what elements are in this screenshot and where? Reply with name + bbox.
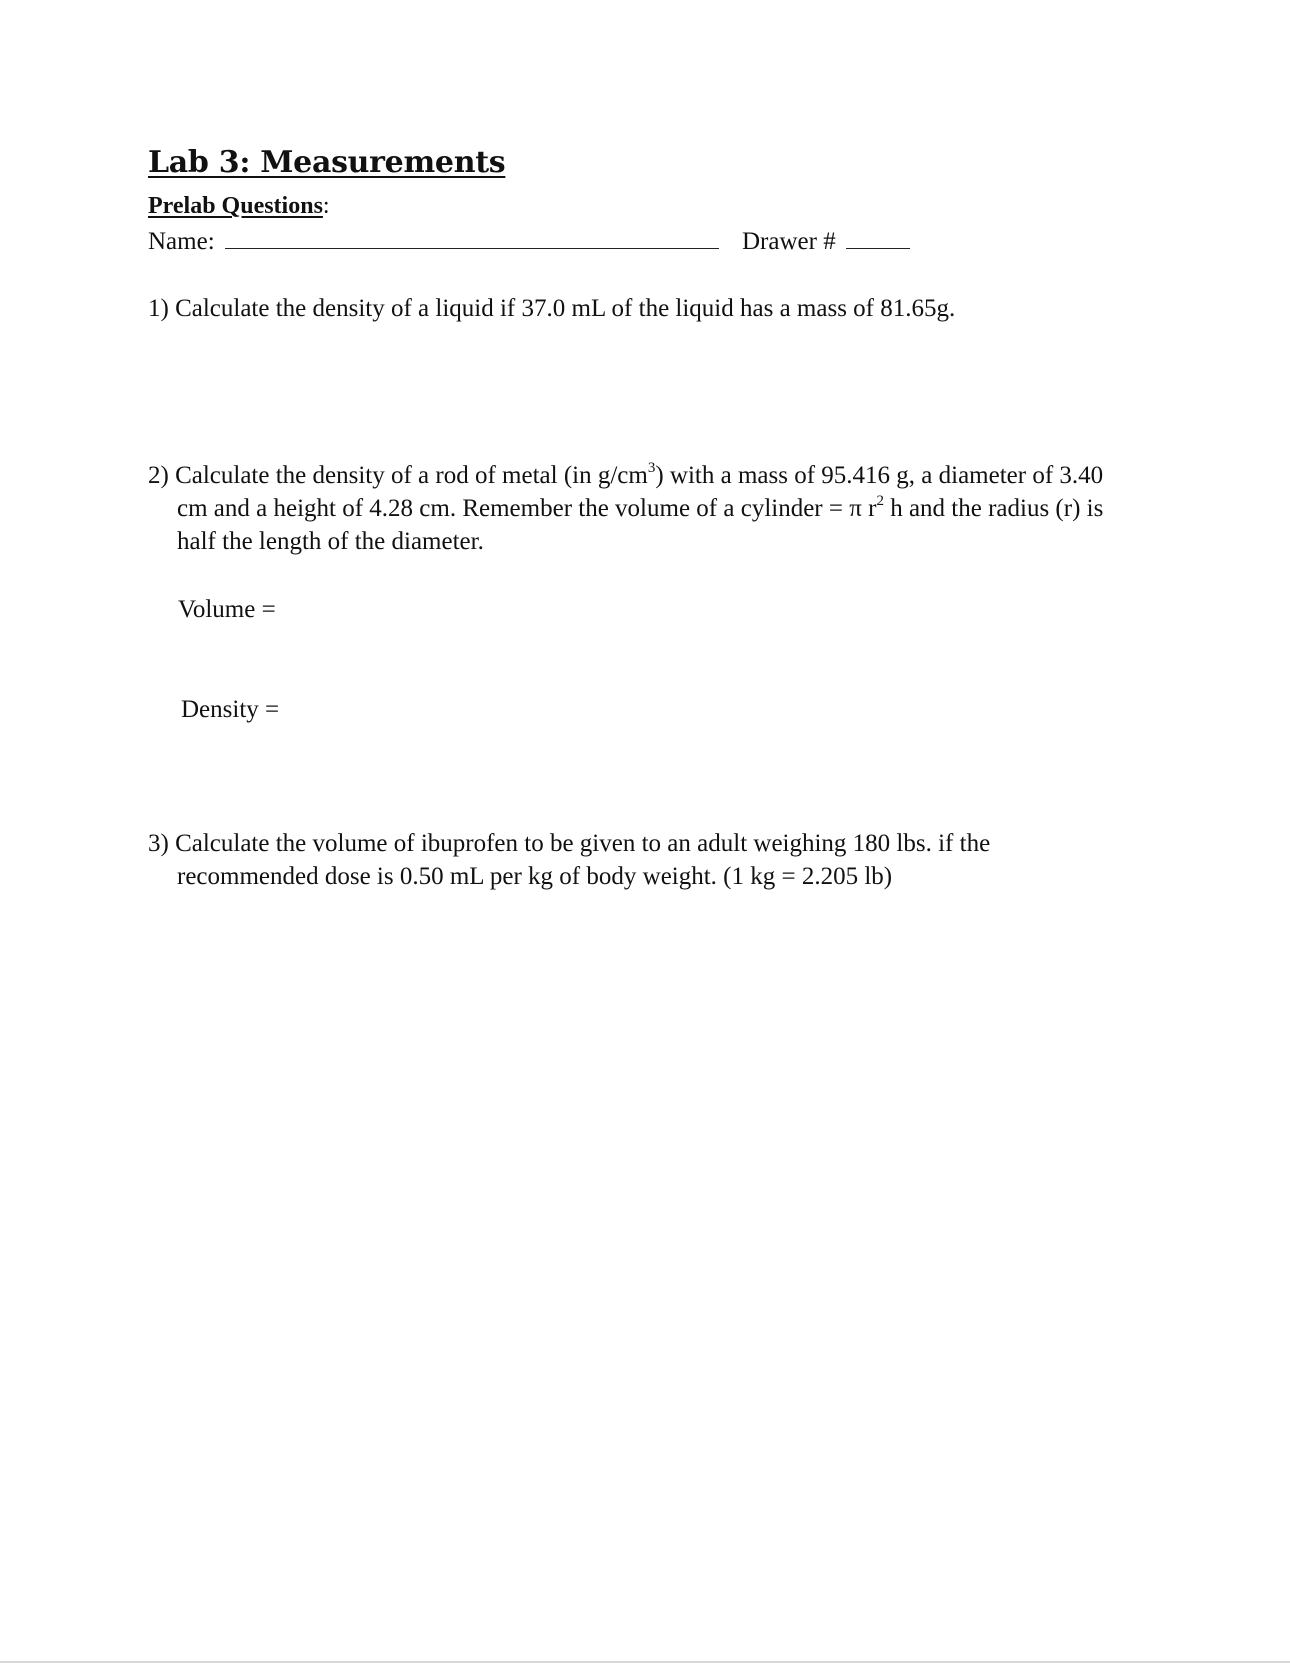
q2-cubed-superscript: 3 xyxy=(647,460,656,476)
drawer-blank-line[interactable] xyxy=(846,248,910,249)
drawer-label: Drawer # xyxy=(742,228,836,255)
section-heading-colon: : xyxy=(322,193,330,219)
name-label: Name: xyxy=(148,228,215,255)
q2-line2-text-a: cm and a height of 4.28 cm. Remember the volume of a cylinder = π r xyxy=(177,495,877,522)
name-field-row xyxy=(148,225,719,258)
section-heading xyxy=(148,193,330,220)
question-3-line-2: recommended dose is 0.50 mL per kg of body weight. (1 kg = 2.205 lb) xyxy=(177,863,893,890)
q2-line2-text-b: h and the radius (r) is xyxy=(883,495,1104,522)
section-heading-text: Prelab Questions xyxy=(148,193,323,219)
question-2 xyxy=(148,459,1148,558)
question-2-line-3: half the length of the diameter. xyxy=(177,528,484,555)
question-2-line-2 xyxy=(148,492,1148,525)
q2-squared-superscript: 2 xyxy=(876,493,884,509)
volume-answer-label: Volume = xyxy=(178,596,276,623)
drawer-field-row xyxy=(742,225,910,258)
page-title: Lab 3: Measurements xyxy=(148,145,506,180)
question-1: 1) Calculate the density of a liquid if 37.0 mL of the liquid has a mass of 81.65g. xyxy=(148,295,956,322)
density-answer-label: Density = xyxy=(181,696,280,723)
question-3 xyxy=(148,827,990,893)
name-blank-line[interactable] xyxy=(225,248,719,249)
q2-line1-text-b: ) with a mass of 95.416 g, a diameter of 3.40 xyxy=(655,462,1104,489)
question-3-line-1: 3) Calculate the volume of ibuprofen to be given to an adult weighing 180 lbs. if the xyxy=(148,830,991,857)
question-2-line-1 xyxy=(148,459,1148,492)
q2-line1-text-a: 2) Calculate the density of a rod of metal (in g/cm xyxy=(148,462,648,489)
